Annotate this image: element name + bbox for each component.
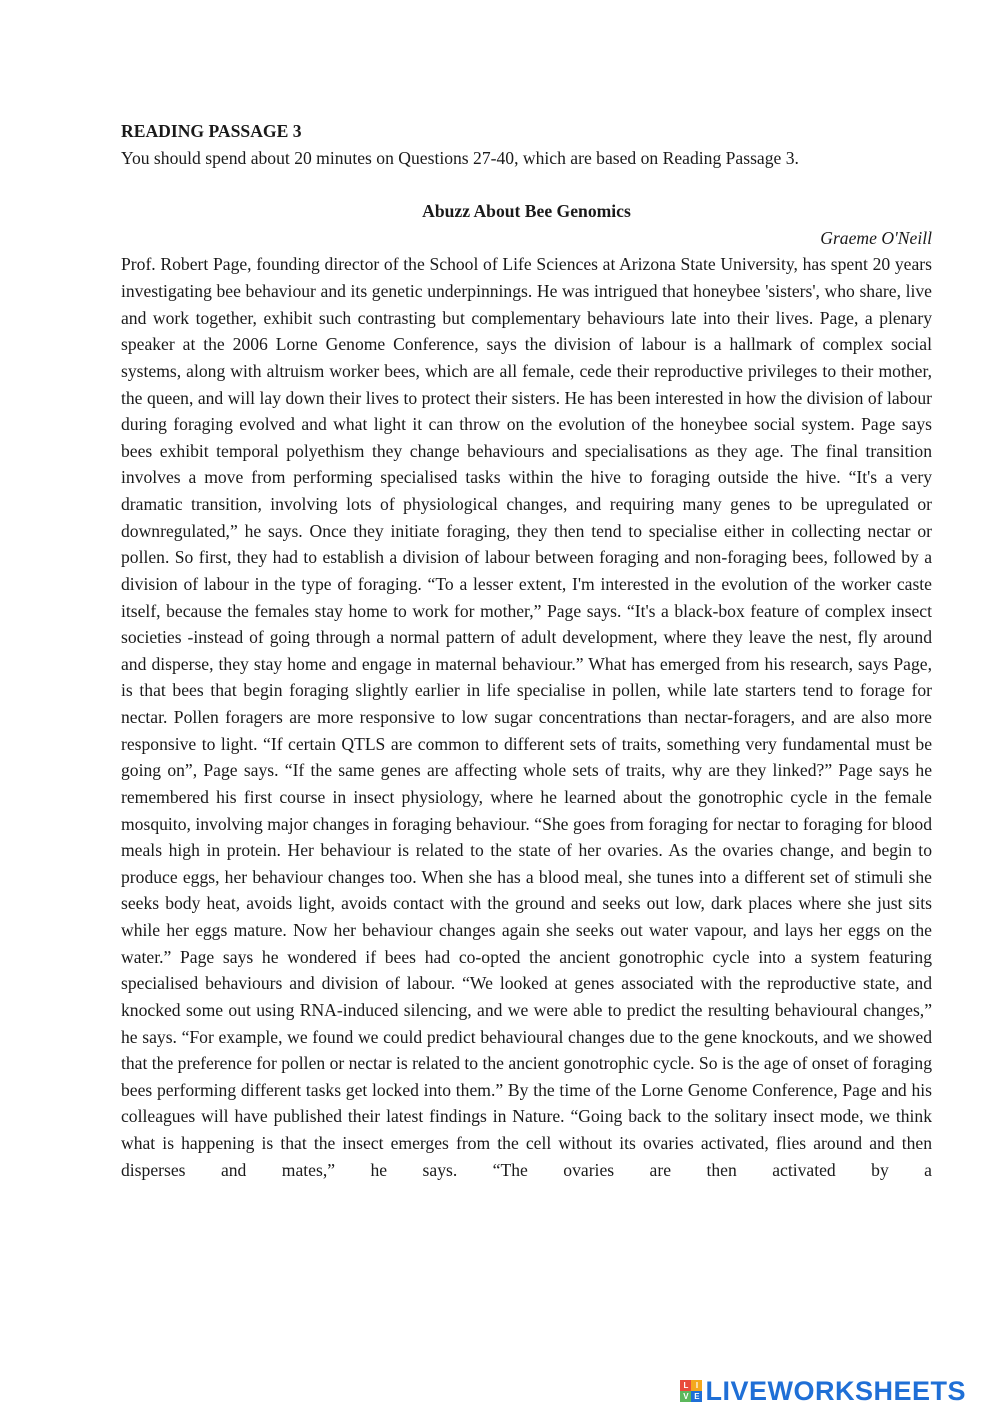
article-author: Graeme O'Neill [820,227,932,248]
section-heading: READING PASSAGE 3 [121,121,302,141]
logo-letter-i: I [691,1380,702,1391]
logo-mark-icon [680,1380,702,1402]
worksheet-page [121,118,932,1183]
logo-letter-e: E [691,1391,702,1402]
logo-letter-l: L [680,1380,691,1391]
logo-text: LIVEWORKSHEETS [705,1375,966,1406]
liveworksheets-logo[interactable] [680,1375,966,1407]
section-instructions: You should spend about 20 minutes on Questions 27-40, which are based on Reading Passage 3. [121,147,799,168]
article-title: Abuzz About Bee Genomics [422,201,631,222]
article-body: Prof. Robert Page, founding director of the School of Life Sciences at Arizona State University, has spent 20 years investigating bee behaviour and its genetic underpinnings. He was intrigued that honeybee 'sisters', who share, live and work together, exhibit such contrasting but complementary behaviours late into their lives. Page, a plenary speaker at the 2006 Lorne Genome Conference, says the division of labour is a hallmark of complex social systems, along with altruism worker bees, which are all female, cede their reproductive privileges to their mother, the queen, and will lay down their lives to protect their sisters. He has been interested in how the division of labour during foraging evolved and what light it can throw on the evolution of the honeybee social system. Page says bees exhibit temporal polyethism they change behaviours and specialisations as they age. The final transition involves a move from performing specialised tasks within the hive to foraging outside the hive. “It's a very dramatic transition, involving lots of physiological changes, and requiring many genes to be upregulated or downregulated,” he says. Once they initiate foraging, they then tend to specialise either in collecting nectar or pollen. So first, they had to establish a division of labour between foraging and non-foraging bees, followed by a division of labour in the type of foraging. “To a lesser extent, I'm interested in the evolution of the worker caste itself, because the females stay home to work for mother,” Page says. “It's a black-box feature of complex insect societies -instead of going through a normal pattern of adult development, where they leave the nest, fly around and disperse, they stay home and engage in maternal behaviour.” What has emerged from his research, says Page, is that bees that begin foraging slightly earlier in life specialise in pollen, while late starters tend to forage for nectar. Pollen foragers are more responsive to low sugar concentrations than nectar-foragers, and are also more responsive to light. “If certain QTLS are common to different sets of traits, something very fundamental must be going on”, Page says. “If the same genes are affecting whole sets of traits, why are they linked?” Page says he remembered his first course in insect physiology, where he learned about the gonotrophic cycle in the female mosquito, involving major changes in foraging behaviour. “She goes from foraging for nectar to foraging for blood meals high in protein. Her behaviour is related to the state of her ovaries. As the ovaries change, and begin to produce eggs, her behaviour changes too. When she has a blood meal, she tunes into a different set of stimuli she seeks body heat, avoids light, avoids contact with the ground and seeks out low, dark places where she just sits while her eggs mature. Now her behaviour changes again she seeks out water vapour, and lays her eggs on the water.” Page says he wondered if bees had co-opted the ancient gonotrophic cycle into a system featuring specialised behaviours and division of labour. “We looked at genes associated with the reproductive state, and knocked some out using RNA-induced silencing, and we were able to predict the resulting behavioural changes,” he says. “For example, we found we could predict behavioural changes due to the gene knockouts, and we showed that the preference for pollen or nectar is related to the ancient gonotrophic cycle. So is the age of onset of foraging bees performing different tasks get locked into them.” By the time of the Lorne Genome Conference, Page and his colleagues will have published their latest findings in Nature. “Going back to the solitary insect mode, we think what is happening is that the insect emerges from the cell without its ovaries activated, flies around and then disperses and mates,” he says. “The ovaries are then activated by a [121,254,932,1180]
logo-letter-v: V [680,1391,691,1402]
